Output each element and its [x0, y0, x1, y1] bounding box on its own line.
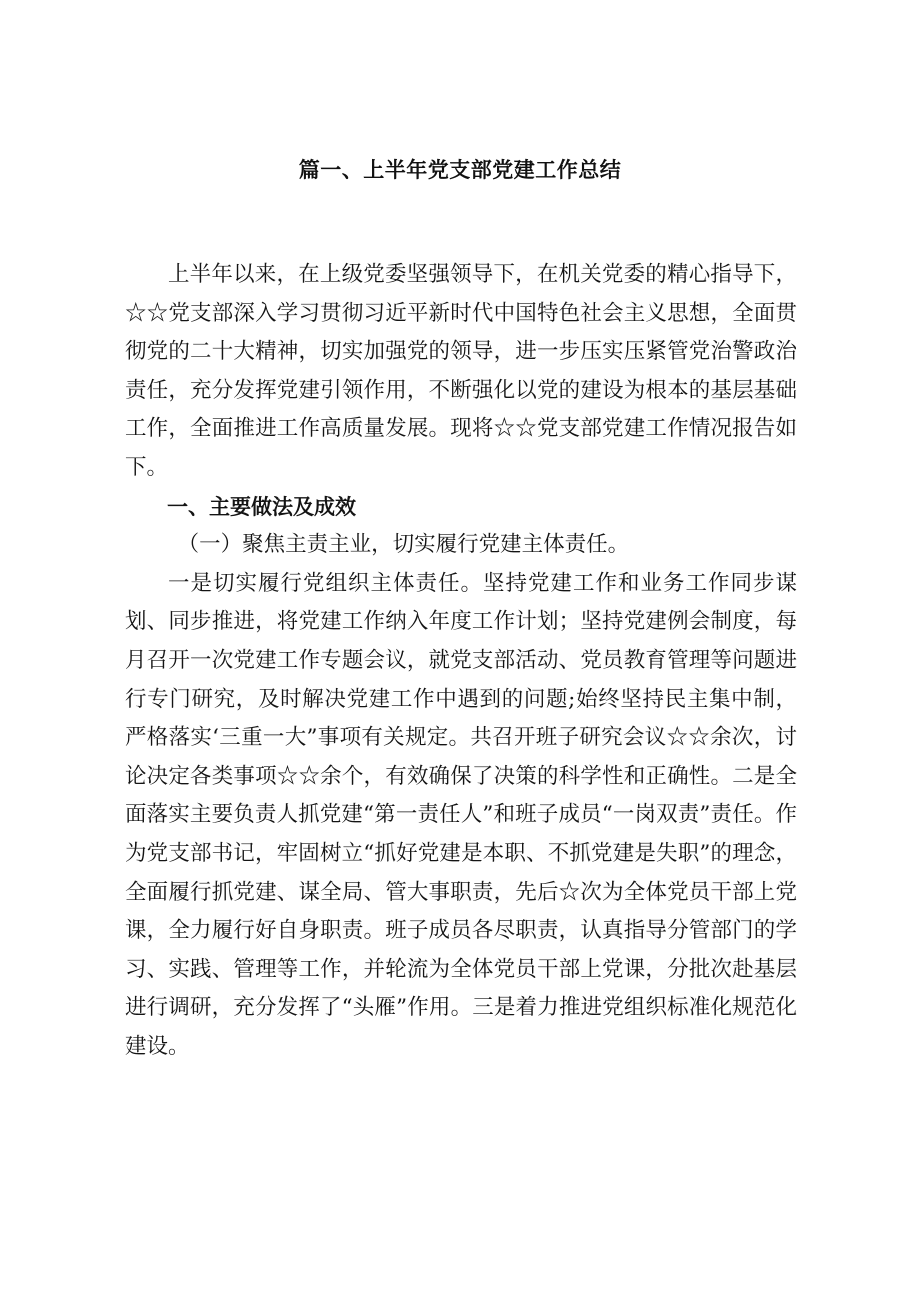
subsection-heading: （一）聚焦主责主业，切实履行党建主体责任。	[177, 532, 630, 558]
section-heading: 一、主要做法及成效	[167, 494, 356, 519]
document-title: 篇一、上半年党支部党建工作总结	[298, 158, 622, 182]
intro-paragraph: 上半年以来，在上级党委坚强领导下，在机关党委的精心指导下，☆☆党支部深入学习贯彻习近平新时代中国特色社会主义思想，全面贯彻党的二十大精神，切实加强党的领导，进一步压实压紧管党治警政治责任，充分发挥党建引领作用，不断强化以党的建设为根本的基层基础工作，全面推进工作高质量发展。现将☆☆党支部党建工作情况报告如下。	[125, 262, 797, 480]
body-paragraph: 一是切实履行党组织主体责任。坚持党建工作和业务工作同步谋划、同步推进，将党建工作纳入年度工作计划；坚持党建例会制度，每月召开一次党建工作专题会议，就党支部活动、党员教育管理等问题进行专门研究，及时解决党建工作中遇到的问题;始终坚持民主集中制，严格落实‘三重一大”事项有关规定。共召开班子研究会议☆☆余次，讨论决定各类事项☆☆余个，有效确保了决策的科学性和正确性。二是全面落实主要负责人抓党建“第一责任人”和班子成员“一岗双责”责任。作为党支部书记，牢固树立“抓好党建是本职、不抓党建是失职”的理念，全面履行抓党建、谋全局、管大事职责，先后☆次为全体党员干部上党课，全力履行好自身职责。班子成员各尽职责，认真指导分管部门的学习、实践、管理等工作，并轮流为全体党员干部上党课，分批次赴基层进行调研，充分发挥了“头雁”作用。三是着力推进党组织标准化规范化建设。	[125, 570, 797, 1059]
document-body	[125, 256, 797, 1066]
